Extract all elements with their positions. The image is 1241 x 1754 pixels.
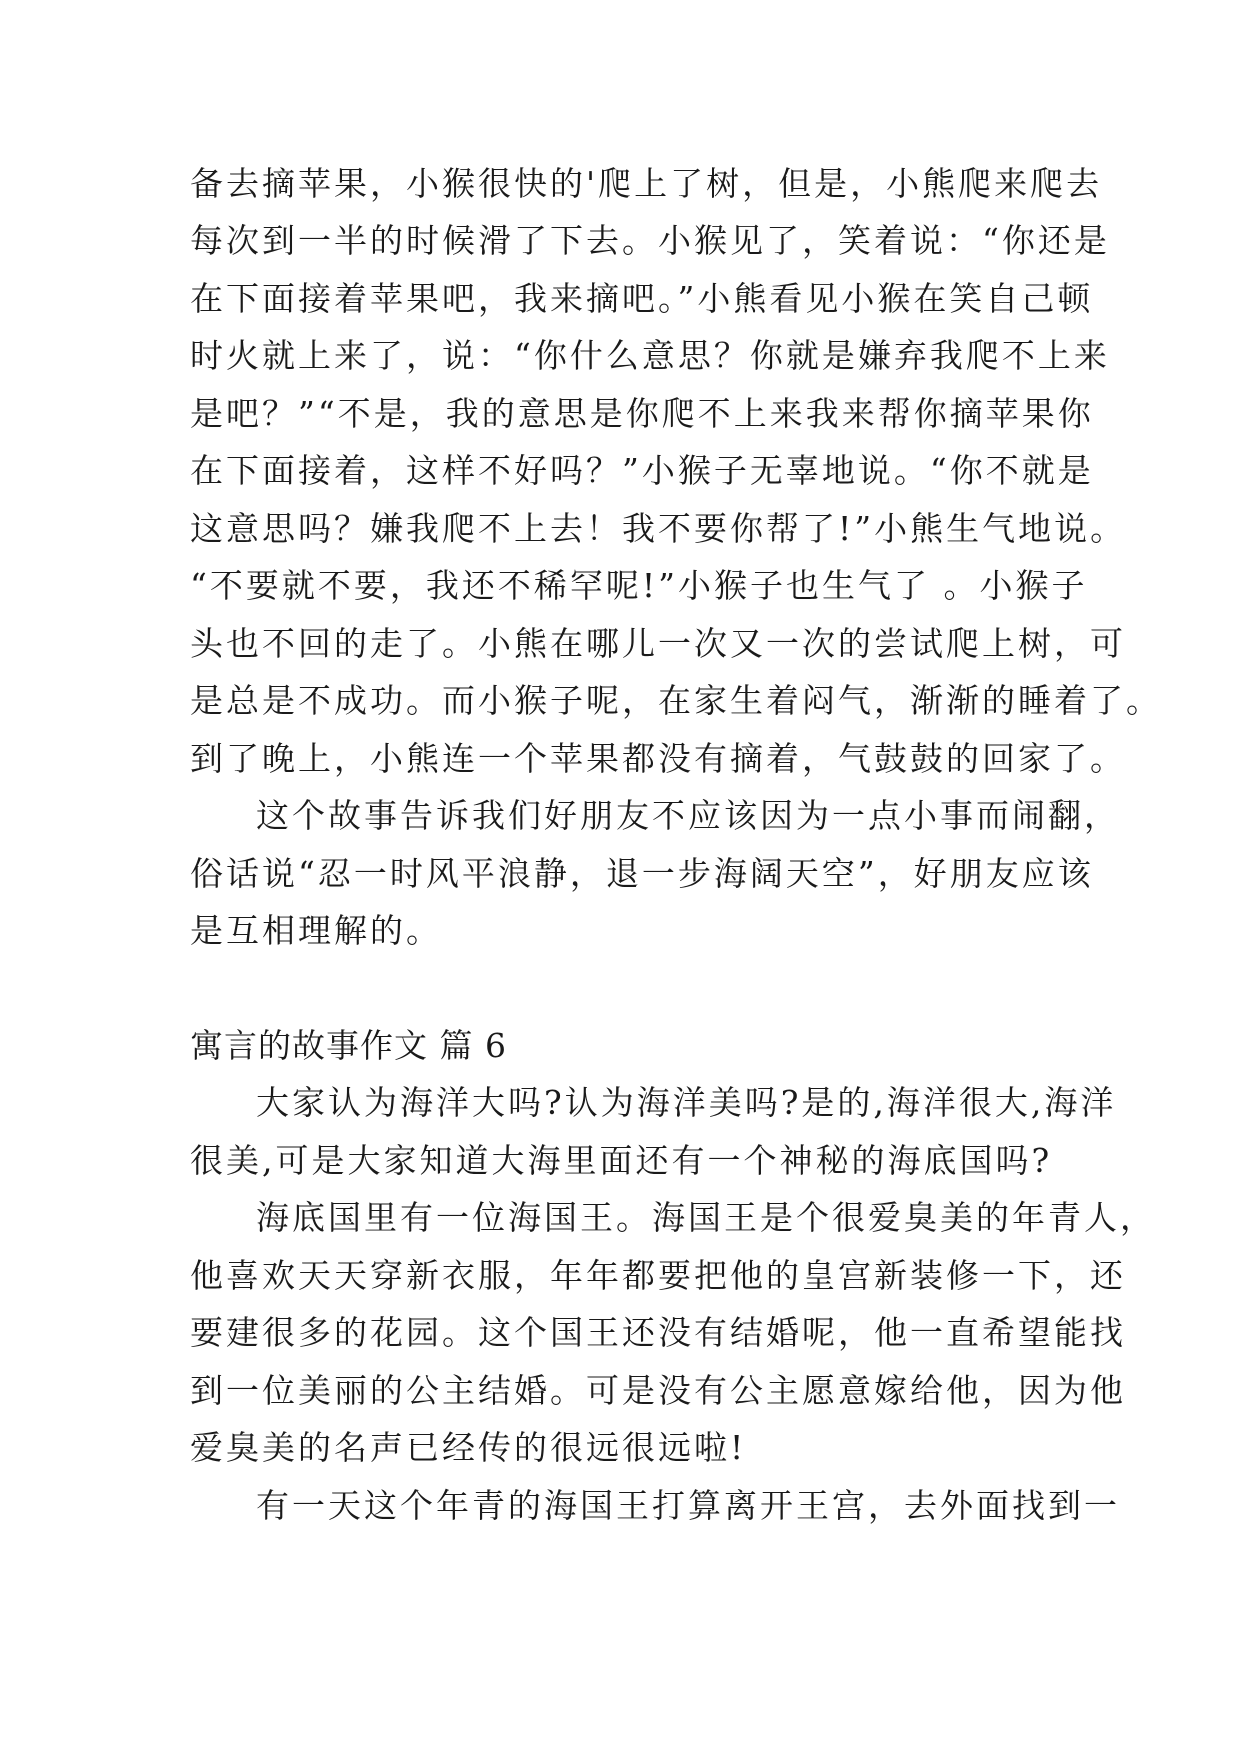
- story-line-4: 时火就上来了，说：“你什么意思？你就是嫌弃我爬不上来: [190, 336, 1110, 375]
- story-line-2: 每次到一半的时候滑了下去。小猴见了，笑着说：“你还是: [190, 221, 1110, 260]
- story-line-3: 在下面接着苹果吧，我来摘吧。”小熊看见小猴在笑自己顿: [190, 279, 1094, 318]
- section6-para1-line-1: 大家认为海洋大吗?认为海洋美吗?是的,海洋很大,海洋: [256, 1083, 1117, 1122]
- story-line-1: 备去摘苹果，小猴很快的'爬上了树，但是，小熊爬来爬去: [190, 164, 1103, 203]
- section6-para3-line-1: 有一天这个年青的海国王打算离开王宫，去外面找到一: [256, 1486, 1120, 1525]
- section6-para1-line-2: 很美,可是大家知道大海里面还有一个神秘的海底国吗?: [190, 1141, 1053, 1180]
- moral-line-3: 是互相理解的。: [190, 911, 442, 950]
- section6-para2-line-1: 海底国里有一位海国王。海国王是个很爱臭美的年青人，: [256, 1198, 1156, 1237]
- moral-line-1: 这个故事告诉我们好朋友不应该因为一点小事而闹翻，: [256, 796, 1120, 835]
- story-line-10: 是总是不成功。而小猴子呢，在家生着闷气，渐渐的睡着了。: [190, 681, 1162, 720]
- story-line-8: “不要就不要，我还不稀罕呢!”小猴子也生气了 。小猴子: [190, 566, 1088, 605]
- story-line-9: 头也不回的走了。小熊在哪儿一次又一次的尝试爬上树，可: [190, 624, 1126, 663]
- story-line-5: 是吧？”“不是，我的意思是你爬不上来我来帮你摘苹果你: [190, 394, 1094, 433]
- section6-para2-line-2: 他喜欢天天穿新衣服，年年都要把他的皇宫新装修一下，还: [190, 1256, 1126, 1295]
- story-line-11: 到了晚上，小熊连一个苹果都没有摘着，气鼓鼓的回家了。: [190, 739, 1126, 778]
- section-heading: 寓言的故事作文 篇 6: [190, 1026, 507, 1065]
- story-line-6: 在下面接着，这样不好吗？”小猴子无辜地说。“你不就是: [190, 451, 1094, 490]
- story-line-7: 这意思吗？嫌我爬不上去！我不要你帮了!”小熊生气地说。: [190, 509, 1127, 548]
- section6-para2-line-5: 爱臭美的名声已经传的很远很远啦!: [190, 1428, 747, 1467]
- moral-line-2: 俗话说“忍一时风平浪静，退一步海阔天空”，好朋友应该: [190, 854, 1094, 893]
- section6-para2-line-3: 要建很多的花园。这个国王还没有结婚呢，他一直希望能找: [190, 1313, 1126, 1352]
- section6-para2-line-4: 到一位美丽的公主结婚。可是没有公主愿意嫁给他，因为他: [190, 1371, 1126, 1410]
